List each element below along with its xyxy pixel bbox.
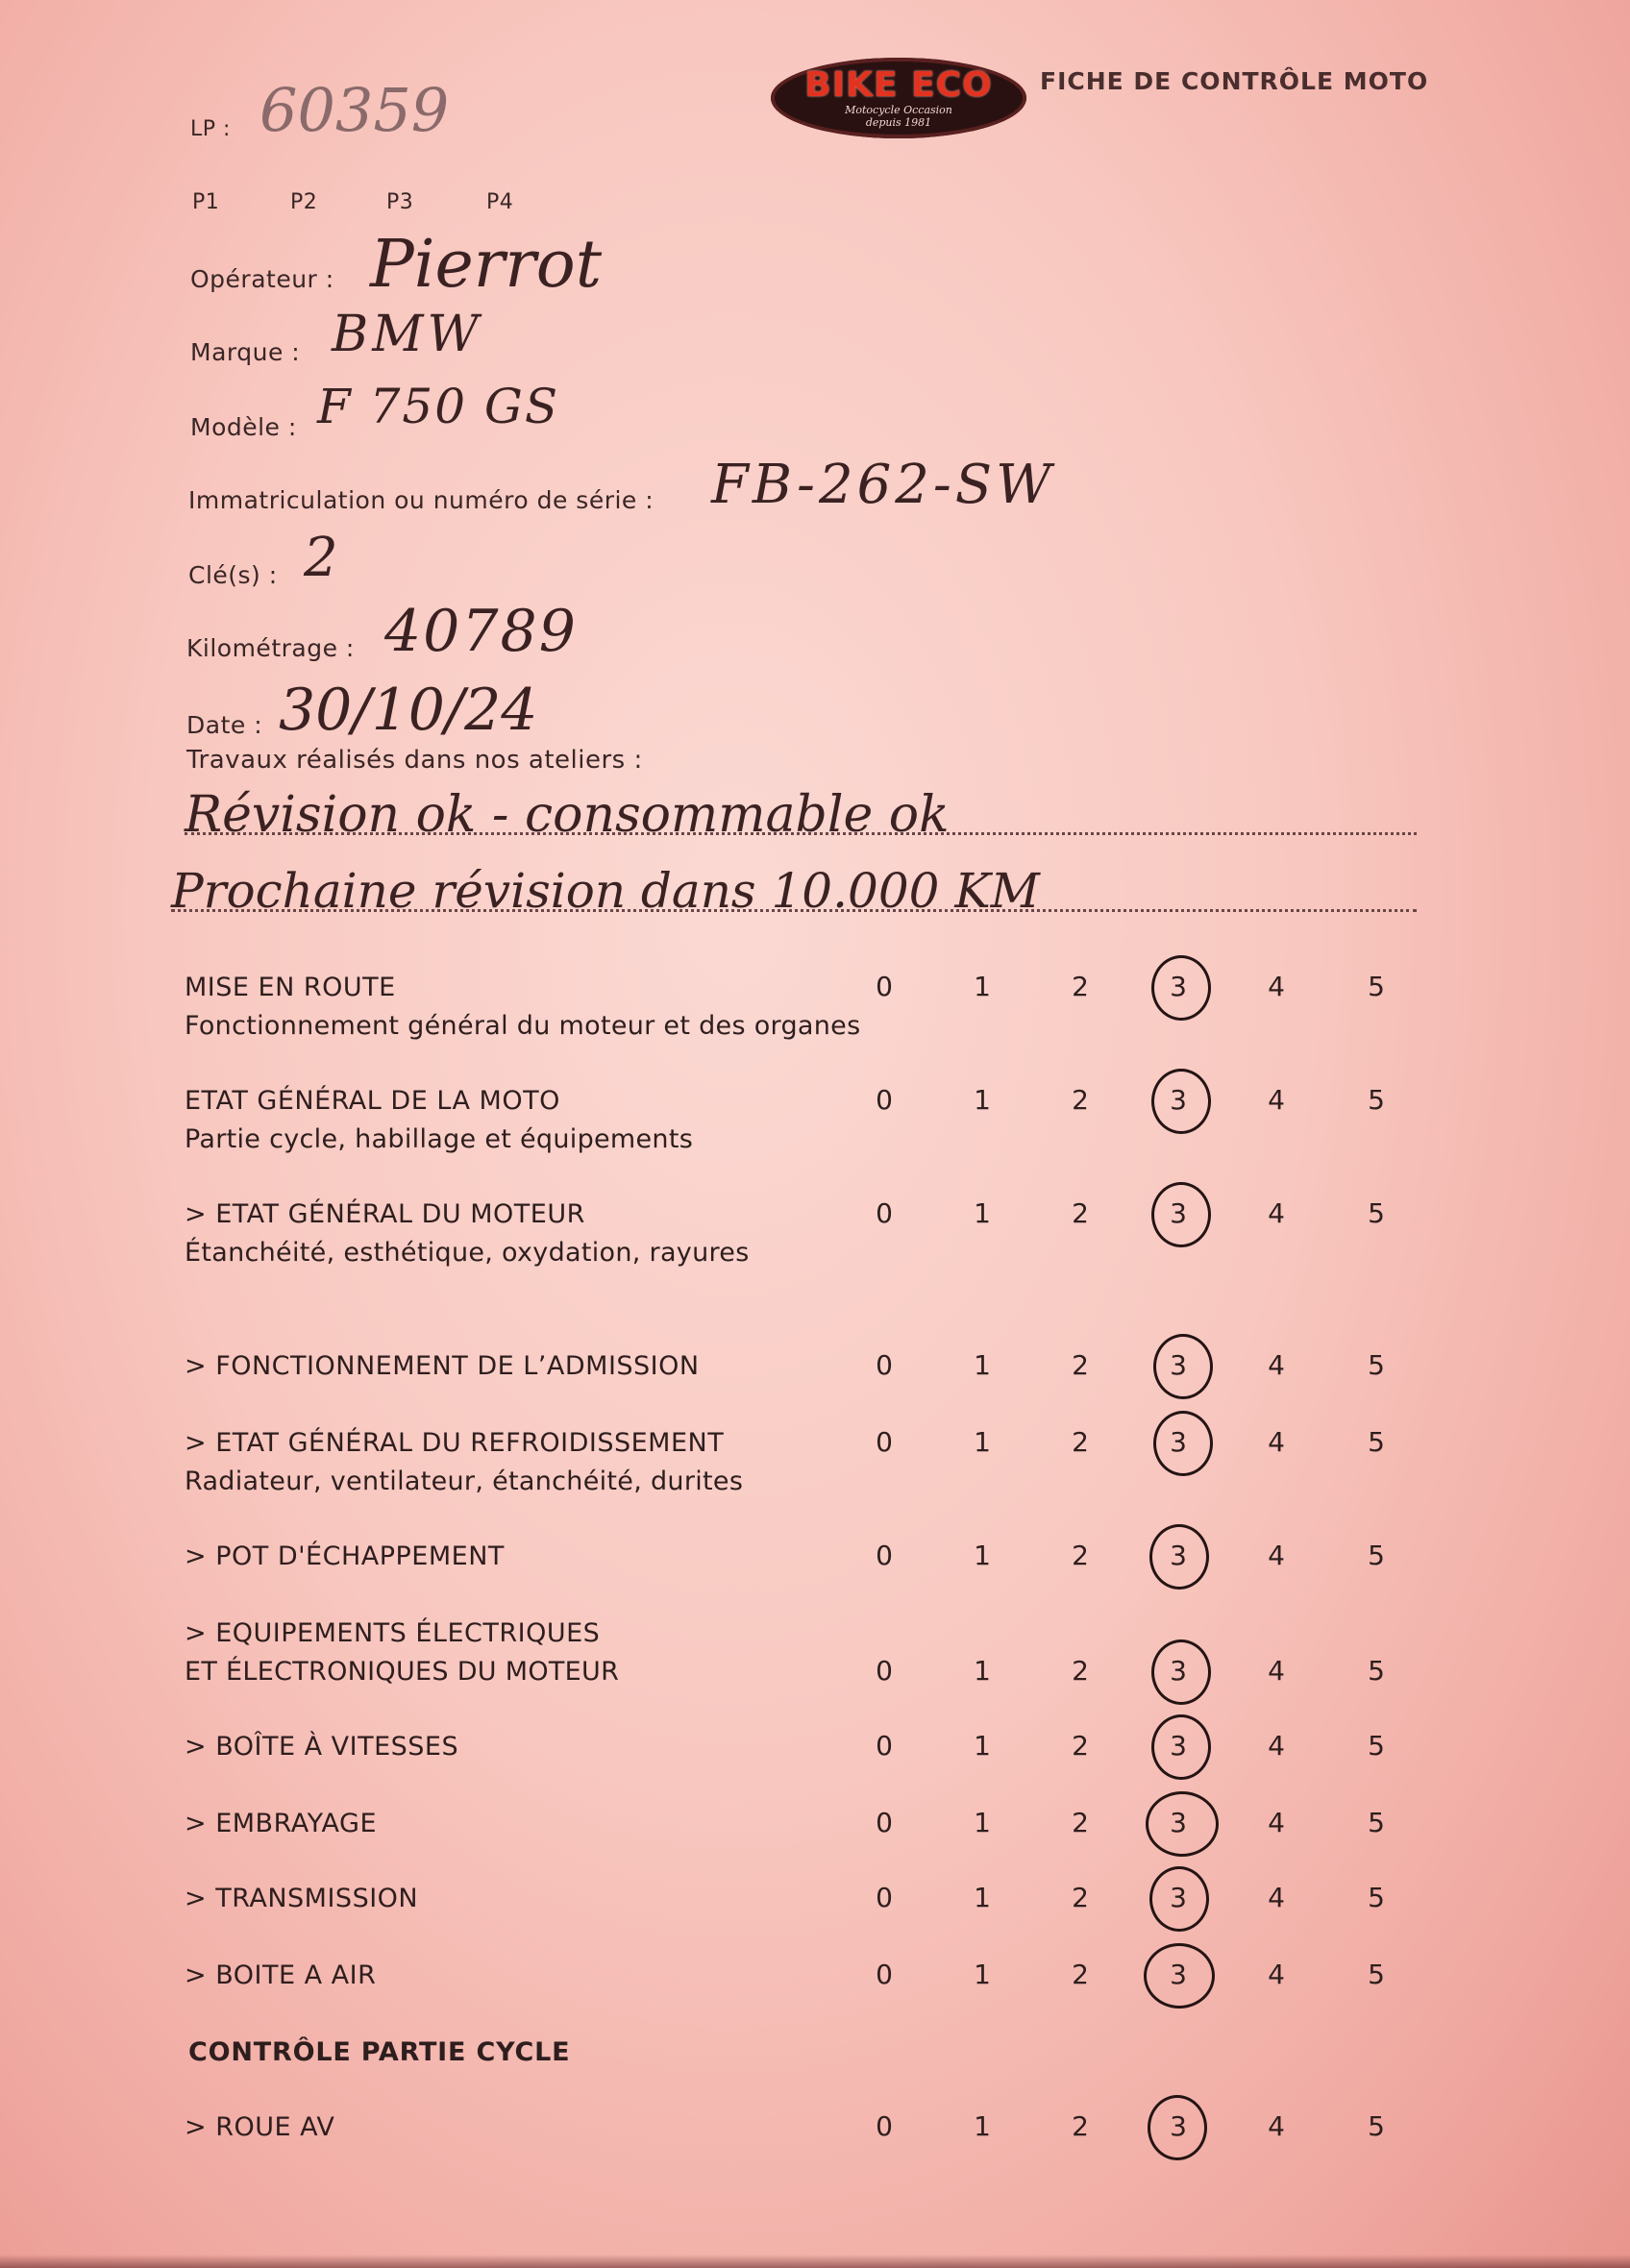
check-row-admission bbox=[0, 1351, 1630, 1438]
rating-3[interactable]: 3 bbox=[1170, 1540, 1187, 1571]
check-row-roue-av bbox=[0, 2112, 1630, 2199]
rating-4[interactable]: 4 bbox=[1268, 1426, 1285, 1458]
logo-tagline-1: Motocycle Occasion bbox=[845, 104, 952, 116]
km-value: 40789 bbox=[384, 598, 578, 665]
rating-4[interactable]: 4 bbox=[1268, 1084, 1285, 1116]
rating-0[interactable]: 0 bbox=[876, 1655, 893, 1687]
rating-4[interactable]: 4 bbox=[1268, 971, 1285, 1002]
check-subtitle: Fonctionnement général du moteur et des organes bbox=[185, 1011, 861, 1041]
rating-5[interactable]: 5 bbox=[1368, 1730, 1385, 1762]
rating-2[interactable]: 2 bbox=[1072, 1197, 1089, 1229]
check-row-mise-en-route bbox=[0, 973, 1630, 1059]
check-row-boite-vitesses bbox=[0, 1732, 1630, 1818]
check-title: > ROUE AV bbox=[185, 2112, 335, 2142]
rating-3[interactable]: 3 bbox=[1170, 1197, 1187, 1229]
check-title: > EQUIPEMENTS ÉLECTRIQUES bbox=[185, 1618, 601, 1648]
rating-5[interactable]: 5 bbox=[1368, 971, 1385, 1002]
date-label: Date : bbox=[186, 711, 263, 739]
rating-circle-mark bbox=[1146, 1791, 1219, 1857]
rating-circle-mark bbox=[1148, 2095, 1207, 2160]
rating-5[interactable]: 5 bbox=[1368, 1655, 1385, 1687]
rating-1[interactable]: 1 bbox=[974, 971, 991, 1002]
check-subtitle: ET ÉLECTRONIQUES DU MOTEUR bbox=[185, 1657, 620, 1687]
rating-0[interactable]: 0 bbox=[876, 1807, 893, 1838]
rating-2[interactable]: 2 bbox=[1072, 1959, 1089, 1990]
operateur-value: Pierrot bbox=[370, 227, 603, 303]
check-title: > ETAT GÉNÉRAL DU MOTEUR bbox=[185, 1199, 585, 1229]
rating-2[interactable]: 2 bbox=[1072, 1426, 1089, 1458]
rating-0[interactable]: 0 bbox=[876, 1882, 893, 1913]
travaux-line-2: Prochaine révision dans 10.000 KM bbox=[171, 863, 1040, 919]
rating-4[interactable]: 4 bbox=[1268, 2110, 1285, 2142]
sheet-title: FICHE DE CONTRÔLE MOTO bbox=[1040, 67, 1429, 95]
travaux-dotted-line-2 bbox=[171, 909, 1417, 912]
check-title: > TRANSMISSION bbox=[185, 1884, 419, 1913]
rating-circle-mark bbox=[1153, 1334, 1213, 1399]
rating-3[interactable]: 3 bbox=[1170, 1882, 1187, 1913]
rating-3[interactable]: 3 bbox=[1170, 1349, 1187, 1381]
rating-circle-mark bbox=[1151, 1069, 1211, 1134]
lp-label: LP : bbox=[190, 117, 231, 141]
check-title: > POT D'ÉCHAPPEMENT bbox=[185, 1541, 505, 1571]
rating-circle-mark bbox=[1151, 955, 1211, 1021]
p2-label: P2 bbox=[290, 190, 318, 214]
rating-0[interactable]: 0 bbox=[876, 2110, 893, 2142]
check-title: > FONCTIONNEMENT DE L’ADMISSION bbox=[185, 1351, 700, 1381]
rating-5[interactable]: 5 bbox=[1368, 1882, 1385, 1913]
logo-tagline-2: depuis 1981 bbox=[865, 116, 932, 129]
rating-5[interactable]: 5 bbox=[1368, 1540, 1385, 1571]
check-title: > BOITE A AIR bbox=[185, 1960, 377, 1990]
bike-eco-logo bbox=[771, 58, 1026, 138]
rating-5[interactable]: 5 bbox=[1368, 1084, 1385, 1116]
rating-4[interactable]: 4 bbox=[1268, 1540, 1285, 1571]
section-title-partie-cycle: CONTRÔLE PARTIE CYCLE bbox=[188, 2037, 571, 2067]
check-title: > EMBRAYAGE bbox=[185, 1809, 377, 1838]
rating-0[interactable]: 0 bbox=[876, 1540, 893, 1571]
check-row-refroidissement bbox=[0, 1428, 1630, 1515]
rating-circle-mark bbox=[1144, 1943, 1215, 2009]
rating-3[interactable]: 3 bbox=[1170, 1959, 1187, 1990]
rating-3[interactable]: 3 bbox=[1170, 1426, 1187, 1458]
rating-5[interactable]: 5 bbox=[1368, 1959, 1385, 1990]
rating-4[interactable]: 4 bbox=[1268, 1655, 1285, 1687]
rating-0[interactable]: 0 bbox=[876, 1426, 893, 1458]
logo-tagline bbox=[771, 104, 1026, 129]
rating-3[interactable]: 3 bbox=[1170, 2110, 1187, 2142]
rating-4[interactable]: 4 bbox=[1268, 1730, 1285, 1762]
rating-3[interactable]: 3 bbox=[1170, 1655, 1187, 1687]
p3-label: P3 bbox=[386, 190, 414, 214]
travaux-label: Travaux réalisés dans nos ateliers : bbox=[186, 746, 643, 775]
rating-circle-mark bbox=[1149, 1866, 1209, 1932]
rating-1[interactable]: 1 bbox=[974, 1084, 991, 1116]
rating-3[interactable]: 3 bbox=[1170, 1730, 1187, 1762]
rating-circle-mark bbox=[1149, 1524, 1209, 1590]
check-row-echappement bbox=[0, 1541, 1630, 1628]
rating-0[interactable]: 0 bbox=[876, 1349, 893, 1381]
rating-5[interactable]: 5 bbox=[1368, 1426, 1385, 1458]
check-row-etat-moteur bbox=[0, 1199, 1630, 1286]
rating-5[interactable]: 5 bbox=[1368, 1197, 1385, 1229]
rating-1[interactable]: 1 bbox=[974, 1807, 991, 1838]
check-row-boite-air bbox=[0, 1960, 1630, 2047]
logo-brand-text: BIKE ECO bbox=[804, 65, 993, 105]
rating-2[interactable]: 2 bbox=[1072, 1882, 1089, 1913]
rating-3[interactable]: 3 bbox=[1170, 971, 1187, 1002]
p1-label: P1 bbox=[192, 190, 220, 214]
rating-0[interactable]: 0 bbox=[876, 1730, 893, 1762]
cles-label: Clé(s) : bbox=[188, 561, 278, 589]
rating-3[interactable]: 3 bbox=[1170, 1807, 1187, 1838]
rating-4[interactable]: 4 bbox=[1268, 1349, 1285, 1381]
marque-label: Marque : bbox=[190, 338, 301, 366]
rating-2[interactable]: 2 bbox=[1072, 1540, 1089, 1571]
rating-4[interactable]: 4 bbox=[1268, 1807, 1285, 1838]
rating-2[interactable]: 2 bbox=[1072, 1349, 1089, 1381]
rating-1[interactable]: 1 bbox=[974, 1882, 991, 1913]
rating-1[interactable]: 1 bbox=[974, 1959, 991, 1990]
check-row-etat-moto bbox=[0, 1086, 1630, 1172]
rating-1[interactable]: 1 bbox=[974, 1655, 991, 1687]
rating-1[interactable]: 1 bbox=[974, 2110, 991, 2142]
rating-1[interactable]: 1 bbox=[974, 1730, 991, 1762]
check-title: MISE EN ROUTE bbox=[185, 973, 396, 1002]
modele-label: Modèle : bbox=[190, 413, 297, 441]
marque-value: BMW bbox=[332, 306, 482, 363]
immat-label: Immatriculation ou numéro de série : bbox=[188, 486, 654, 514]
check-title: ETAT GÉNÉRAL DE LA MOTO bbox=[185, 1086, 560, 1116]
km-label: Kilométrage : bbox=[186, 634, 355, 662]
rating-circle-mark bbox=[1153, 1411, 1213, 1476]
travaux-line-1: Révision ok - consommable ok bbox=[185, 786, 950, 844]
check-title: > ETAT GÉNÉRAL DU REFROIDISSEMENT bbox=[185, 1428, 725, 1458]
rating-circle-mark bbox=[1151, 1714, 1211, 1780]
rating-2[interactable]: 2 bbox=[1072, 2110, 1089, 2142]
operateur-label: Opérateur : bbox=[190, 265, 334, 293]
cles-value: 2 bbox=[304, 527, 338, 589]
check-row-electrique bbox=[0, 1618, 1630, 1705]
modele-value: F 750 GS bbox=[317, 379, 560, 434]
rating-4[interactable]: 4 bbox=[1268, 1882, 1285, 1913]
rating-3[interactable]: 3 bbox=[1170, 1084, 1187, 1116]
check-row-transmission bbox=[0, 1884, 1630, 1970]
check-subtitle: Radiateur, ventilateur, étanchéité, durites bbox=[185, 1467, 744, 1496]
rating-1[interactable]: 1 bbox=[974, 1426, 991, 1458]
rating-2[interactable]: 2 bbox=[1072, 1084, 1089, 1116]
rating-0[interactable]: 0 bbox=[876, 1197, 893, 1229]
immat-value: FB-262-SW bbox=[711, 454, 1055, 516]
rating-2[interactable]: 2 bbox=[1072, 1655, 1089, 1687]
rating-0[interactable]: 0 bbox=[876, 1084, 893, 1116]
lp-value: 60359 bbox=[259, 75, 450, 145]
rating-1[interactable]: 1 bbox=[974, 1349, 991, 1381]
rating-1[interactable]: 1 bbox=[974, 1540, 991, 1571]
check-subtitle: Partie cycle, habillage et équipements bbox=[185, 1124, 694, 1154]
rating-4[interactable]: 4 bbox=[1268, 1197, 1285, 1229]
rating-2[interactable]: 2 bbox=[1072, 971, 1089, 1002]
rating-0[interactable]: 0 bbox=[876, 1959, 893, 1990]
rating-5[interactable]: 5 bbox=[1368, 2110, 1385, 2142]
rating-circle-mark bbox=[1151, 1182, 1211, 1247]
rating-1[interactable]: 1 bbox=[974, 1197, 991, 1229]
rating-5[interactable]: 5 bbox=[1368, 1807, 1385, 1838]
rating-0[interactable]: 0 bbox=[876, 971, 893, 1002]
p4-label: P4 bbox=[486, 190, 514, 214]
check-title: > BOÎTE À VITESSES bbox=[185, 1732, 459, 1762]
rating-4[interactable]: 4 bbox=[1268, 1959, 1285, 1990]
date-value: 30/10/24 bbox=[279, 677, 538, 744]
rating-2[interactable]: 2 bbox=[1072, 1730, 1089, 1762]
page-bottom-shadow bbox=[0, 2255, 1630, 2268]
rating-circle-mark bbox=[1151, 1639, 1211, 1705]
travaux-dotted-line-1 bbox=[185, 832, 1417, 835]
rating-5[interactable]: 5 bbox=[1368, 1349, 1385, 1381]
check-subtitle: Étanchéité, esthétique, oxydation, rayures bbox=[185, 1238, 750, 1268]
rating-2[interactable]: 2 bbox=[1072, 1807, 1089, 1838]
